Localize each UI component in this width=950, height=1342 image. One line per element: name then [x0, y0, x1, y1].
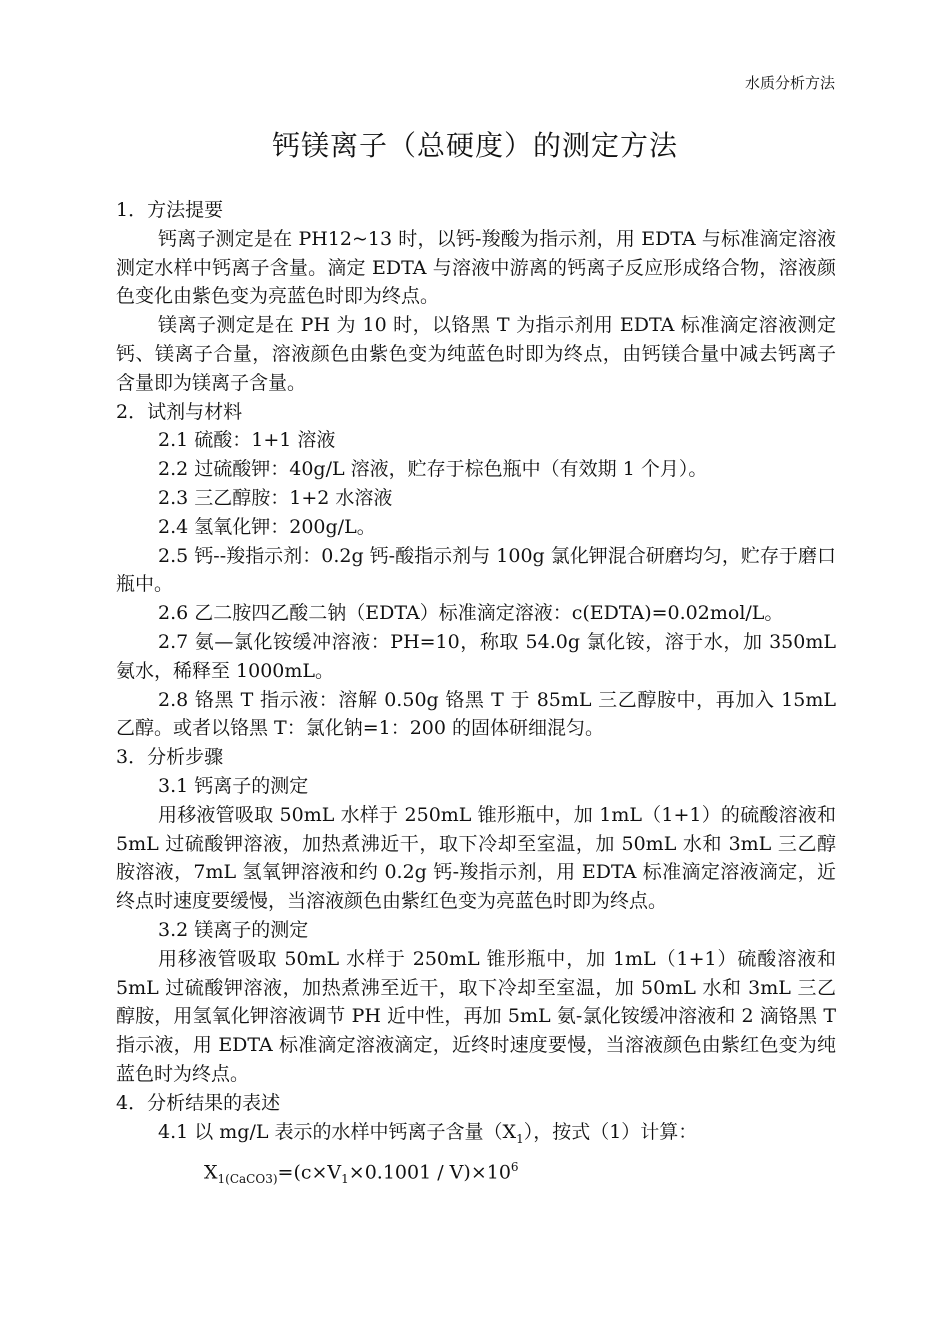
reagent-item: 2.6 乙二胺四乙酸二钠（EDTA）标准滴定溶液：c(EDTA)=0.02mol/L。 [158, 602, 784, 625]
formula-exponent: 6 [510, 1160, 519, 1175]
section-2-heading: 2．试剂与材料 [116, 400, 243, 423]
reagent-item: 2.1 硫酸：1+1 溶液 [158, 429, 336, 452]
result-subscript: 1 [516, 1131, 524, 1146]
result-expression-line [116, 1118, 836, 1154]
calcium-procedure-paragraph: 用移液管吸取 50mL 水样于 250mL 锥形瓶中，加 1mL（1+1）的硫酸溶液和 5mL 过硫酸钾溶液，加热煮沸近干，取下冷却至室温，加 50mL 水和 3mL 三乙醇胺溶液，7mL 氢氧钾溶液和约 0.2g 钙-羧指示剂，用 EDTA 标准滴定溶液滴定，近终点时速度要缓慢，当溶液颜色由紫红色变为亮蓝色时即为终点。 [116, 803, 836, 913]
reagent-item: 2.8 铬黑 T 指示液：溶解 0.50g 铬黑 T 于 85mL 三乙醇胺中，再加入 15mL 乙醇。或者以铬黑 T：氯化钠=1：200 的固体研细混匀。 [116, 688, 836, 740]
section-1-paragraph-calcium: 钙离子测定是在 PH12~13 时，以钙-羧酸为指示剂，用 EDTA 与标准滴定溶液测定水样中钙离子含量。滴定 EDTA 与溶液中游离的钙离子反应形成络合物，溶液颜色变化由紫色变为亮蓝色时即为终点。 [116, 227, 836, 308]
running-header: 水质分析方法 [744, 74, 835, 92]
result-text-before: 4.1 以 mg/L 表示的水样中钙离子含量（X [158, 1120, 517, 1143]
formula-rest: ×0.1001 / V)×10 [348, 1161, 511, 1184]
formula-x: X [204, 1161, 218, 1184]
reagent-item: 2.5 钙--羧指示剂：0.2g 钙-酸指示剂与 100g 氯化钾混合研磨均匀，贮存于磨口瓶中。 [116, 544, 836, 596]
subsection-magnesium-heading: 3.2 镁离子的测定 [158, 918, 309, 941]
calcium-formula [116, 1153, 836, 1194]
reagent-item: 2.7 氨—氯化铵缓冲溶液：PH=10，称取 54.0g 氯化铵，溶于水，加 350mL 氨水，稀释至 1000mL。 [116, 630, 836, 682]
formula-mid: =(c×V [277, 1161, 342, 1184]
reagent-item: 2.4 氢氧化钾：200g/L。 [158, 515, 376, 538]
section-3-heading: 3．分析步骤 [116, 746, 224, 769]
section-1-heading: 1．方法提要 [116, 199, 224, 221]
reagent-item: 2.2 过硫酸钾：40g/L 溶液，贮存于棕色瓶中（有效期 1 个月）。 [158, 458, 708, 481]
formula-v-subscript: 1 [341, 1172, 349, 1187]
section-1-paragraph-magnesium: 镁离子测定是在 PH 为 10 时，以铬黑 T 为指示剂用 EDTA 标准滴定溶液测定钙、镁离子合量，溶液颜色由紫色变为纯蓝色时即为终点，由钙镁合量中减去钙离子含量即为镁离子含量。 [116, 314, 836, 394]
section-4-heading: 4．分析结果的表述 [116, 1091, 281, 1114]
magnesium-procedure-paragraph: 用移液管吸取 50mL 水样于 250mL 锥形瓶中，加 1mL（1+1）硫酸溶液和 5mL 过硫酸钾溶液，加热煮沸至近干，取下冷却至室温，加 50mL 水和 3mL 三乙醇胺，用氢氧化钾溶液调节 PH 近中性，再加 5mL 氨-氯化铵缓冲溶液和 2 滴铬黑 T 指示液，用 EDTA 标准滴定溶液滴定，近终时速度要慢，当溶液颜色由紫红色变为纯蓝色时为终点。 [116, 947, 836, 1085]
document-body [116, 196, 836, 1194]
reagent-item: 2.3 三乙醇胺：1+2 水溶液 [158, 486, 393, 509]
formula-x-subscript: 1(CaCO3) [217, 1172, 278, 1187]
document-title: 钙镁离子（总硬度）的测定方法 [271, 129, 678, 162]
result-text-after: ），按式（1）计算： [523, 1120, 698, 1143]
subsection-calcium-heading: 3.1 钙离子的测定 [158, 774, 309, 797]
